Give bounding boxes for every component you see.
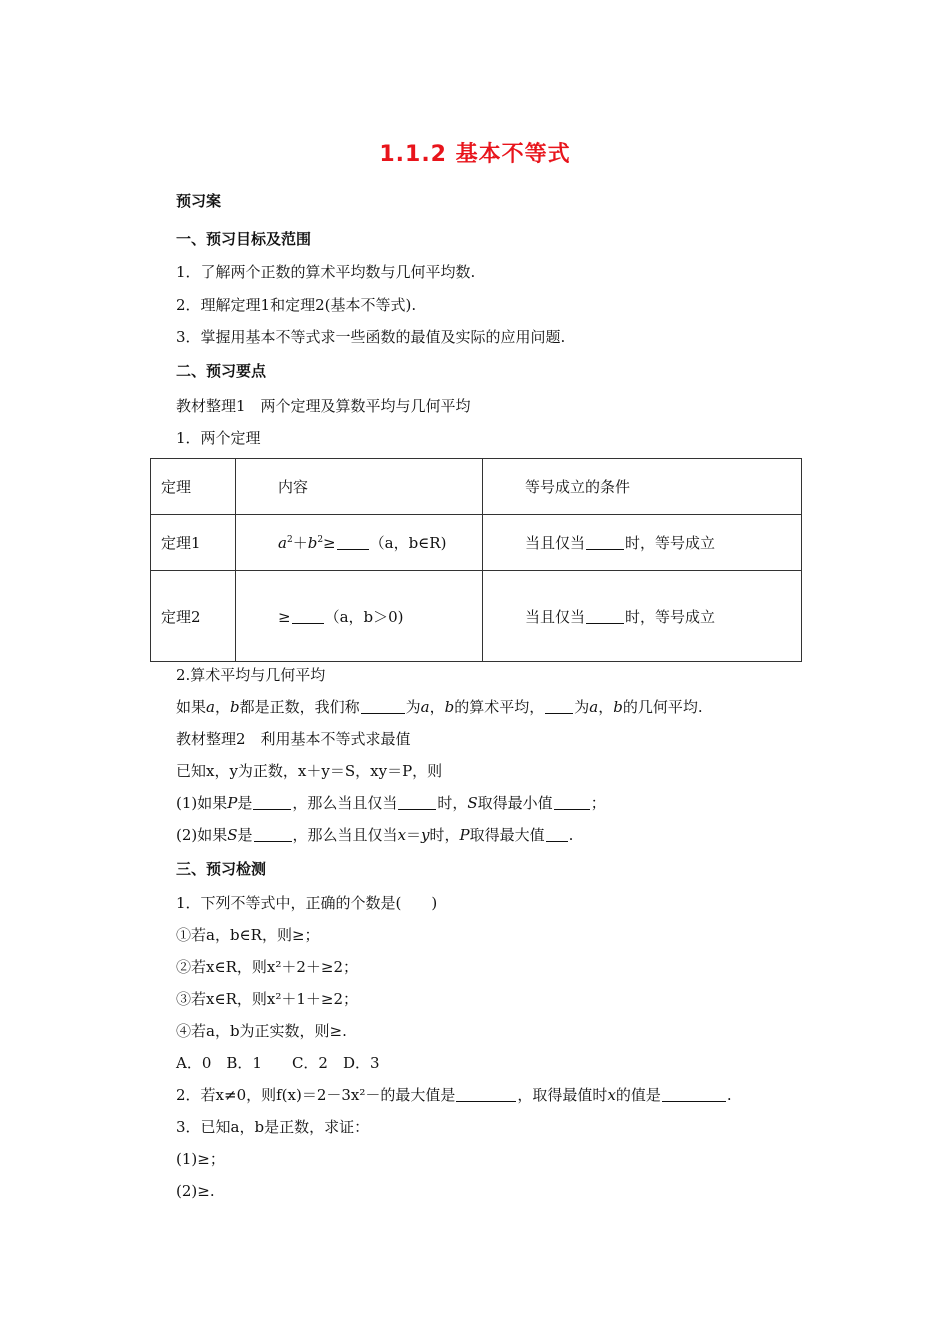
section-heading: 预习案: [176, 192, 222, 210]
header-content: 内容: [236, 459, 483, 515]
theorem-2-condition: 当且仅当 时，等号成立: [483, 571, 802, 662]
heading-key-points: 二、预习要点: [176, 362, 267, 380]
goal-item-2: 2．理解定理1和定理2(基本不等式).: [176, 296, 417, 314]
heading-self-check: 三、预习检测: [176, 860, 267, 878]
goal-item-3: 3．掌握用基本不等式求一些函数的最值及实际的应用问题.: [176, 328, 566, 346]
fill-blank: [554, 795, 590, 810]
given-statement: 已知x，y为正数，x＋y＝S，xy＝P，则: [176, 762, 443, 780]
fill-blank: [253, 795, 291, 810]
question-3-item-2: (2)≥.: [176, 1182, 215, 1200]
question-1-item-2: ②若x∈R，则x²＋2＋≥2；: [176, 958, 358, 976]
question-1: 1．下列不等式中，正确的个数是( ): [176, 894, 438, 912]
question-1-item-1: ①若a，b∈R，则≥；: [176, 926, 320, 944]
material-1-subtitle: 1．两个定理: [176, 429, 261, 447]
condition-2: (2)如果S是 ，那么当且仅当x＝y时，P取得最大值 .: [176, 826, 574, 844]
average-definition: 如果a，b都是正数，我们称 为a，b的算术平均， 为a，b的几何平均.: [176, 698, 703, 716]
header-condition: 等号成立的条件: [483, 459, 802, 515]
fill-blank: [545, 699, 573, 714]
condition-1: (1)如果P是 ，那么当且仅当 时，S取得最小值 ；: [176, 794, 606, 812]
fill-blank: [254, 827, 292, 842]
table-row: [151, 515, 802, 571]
page-title: 1.1.2 基本不等式: [379, 142, 571, 167]
material-2-title: 教材整理2 利用基本不等式求最值: [176, 730, 411, 748]
fill-blank: [337, 535, 369, 550]
theorem-table: [150, 458, 802, 662]
heading-goals: 一、预习目标及范围: [176, 230, 312, 248]
fill-blank: [662, 1087, 726, 1102]
theorem-2-content: ≥ （a，b＞0): [236, 571, 483, 662]
fill-blank: [586, 609, 624, 624]
fill-blank: [586, 535, 624, 550]
question-1-item-3: ③若x∈R，则x²＋1＋≥2；: [176, 990, 358, 1008]
question-3: 3．已知a，b是正数，求证：: [176, 1118, 370, 1136]
theorem-1-condition: 当且仅当 时，等号成立: [483, 515, 802, 571]
question-1-item-4: ④若a，b为正实数，则≥.: [176, 1022, 347, 1040]
fill-blank: [361, 699, 405, 714]
table-row: [151, 571, 802, 662]
goal-item-1: 1．了解两个正数的算术平均数与几何平均数.: [176, 263, 476, 281]
fill-blank: [292, 609, 324, 624]
table-header-row: [151, 459, 802, 515]
fill-blank: [456, 1087, 516, 1102]
question-1-options: A．0 B．1 C．2 D．3: [176, 1054, 380, 1072]
theorem-1-name: 定理1: [151, 515, 236, 571]
header-theorem: 定理: [151, 459, 236, 515]
theorem-2-name: 定理2: [151, 571, 236, 662]
question-2: 2．若x≠0，则f(x)＝2－3x²－的最大值是 ，取得最值时x的值是 .: [176, 1086, 732, 1104]
average-title: 2.算术平均与几何平均: [176, 666, 326, 684]
material-1-title: 教材整理1 两个定理及算数平均与几何平均: [176, 397, 471, 415]
fill-blank: [398, 795, 436, 810]
fill-blank: [546, 827, 568, 842]
theorem-1-content: $a^2+b^2\ge (a$，b∈R): [236, 515, 483, 571]
question-3-item-1: (1)≥；: [176, 1150, 225, 1168]
